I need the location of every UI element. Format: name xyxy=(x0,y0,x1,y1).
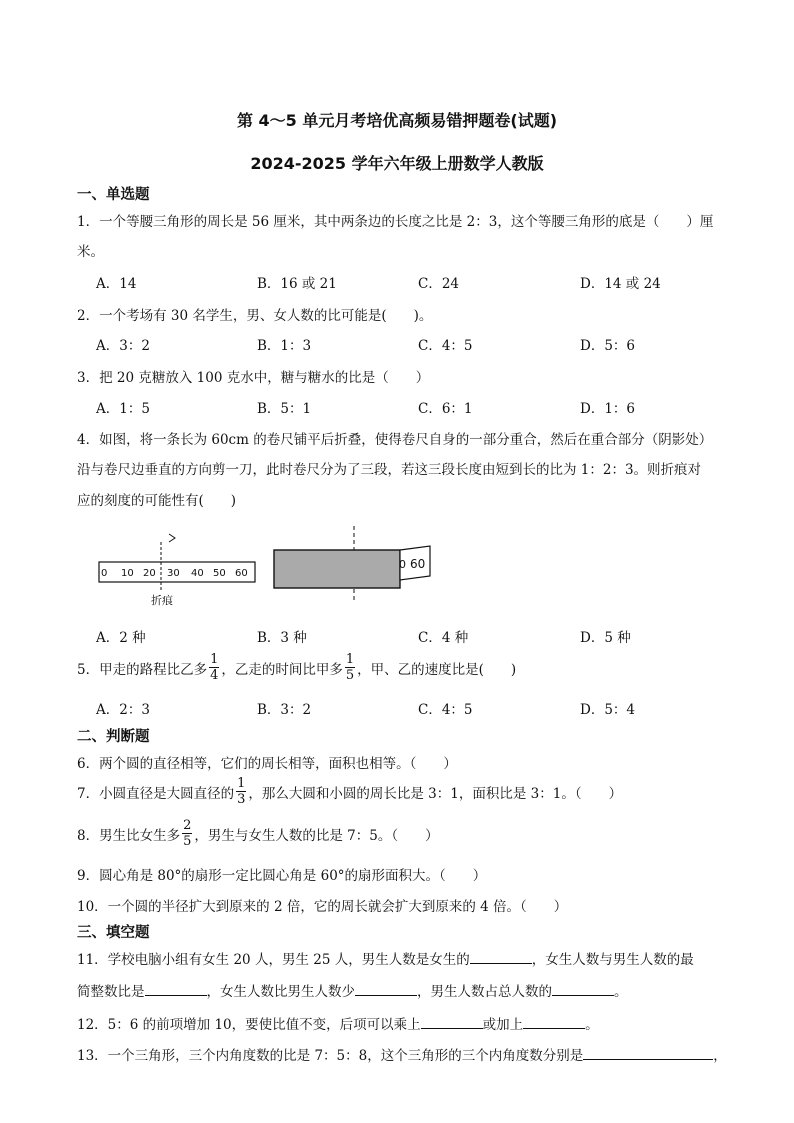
page-subtitle: 2024-2025 学年六年级上册数学人教版 xyxy=(250,154,544,173)
question-9-text: 9．圆心角是 80°的扇形一定比圆心角是 60°的扇形面积大。（ ） xyxy=(77,868,487,884)
question-5-post: ，甲、乙的速度比是( ) xyxy=(357,661,517,678)
section-heading-true-false: 二、判断题 xyxy=(77,729,150,745)
ruler-tick-label: 0 xyxy=(101,568,108,579)
ruler-tick-label: 10 xyxy=(121,568,134,579)
question-1-text: 1．一个等腰三角形的周长是 56 厘米，其中两条边的长度之比是 2：3，这个等腰三角形的底是（ ）厘 xyxy=(77,214,714,230)
q2-option-c[interactable]: C．4：5 xyxy=(418,338,473,354)
question-2-text: 2．一个考场有 30 名学生，男、女人数的比可能是( )。 xyxy=(77,308,433,324)
section-heading-fill-in: 三、填空题 xyxy=(77,925,150,941)
q3-option-b[interactable]: B．5：1 xyxy=(257,401,312,417)
answer-blank[interactable] xyxy=(145,981,207,996)
question-5-pre: 5．甲走的路程比乙多 xyxy=(77,661,208,678)
question-5-line xyxy=(77,652,516,683)
fraction-numerator: 1 xyxy=(210,652,219,667)
fraction-denominator: 5 xyxy=(183,834,192,849)
answer-blank[interactable] xyxy=(523,1014,585,1029)
q1-option-c[interactable]: C．24 xyxy=(418,276,460,292)
q4-option-b[interactable]: B．3 种 xyxy=(257,630,307,646)
fold-crease-label: 折痕 xyxy=(151,594,173,607)
section-heading-single-choice: 一、单选题 xyxy=(77,187,150,203)
question-7-line xyxy=(77,776,622,807)
question-12-part-c: 。 xyxy=(585,1017,599,1033)
unfolded-ruler-figure xyxy=(95,528,265,610)
ruler-tick-label: 30 xyxy=(167,568,180,579)
question-11-line1 xyxy=(77,948,694,968)
question-13-line xyxy=(77,1044,727,1064)
question-8-pre: 8．男生比女生多 xyxy=(77,827,181,844)
question-13-part-b: ， xyxy=(713,1048,727,1064)
q4-option-d[interactable]: D．5 种 xyxy=(580,630,631,646)
question-5-mid: ，乙走的时间比甲多 xyxy=(221,661,343,678)
q1-option-a[interactable]: A．14 xyxy=(96,276,137,292)
ruler-tick-label: 40 xyxy=(191,568,204,579)
fraction xyxy=(209,652,219,683)
q5-option-c[interactable]: C．4：5 xyxy=(418,702,473,718)
question-3-text: 3．把 20 克糖放入 100 克水中，糖与糖水的比是（ ） xyxy=(77,370,430,386)
page-title: 第 4～5 单元月考培优高频易错押题卷(试题) xyxy=(236,111,558,130)
question-4-text-cont2: 应的刻度的可能性有( ) xyxy=(77,493,237,509)
q3-option-d[interactable]: D．1：6 xyxy=(580,401,636,417)
question-11-part-b: ，女生人数与男生人数的最 xyxy=(531,952,694,968)
q4-option-a[interactable]: A．2 种 xyxy=(96,630,146,646)
ruler-tick-label: 60 xyxy=(235,568,248,579)
question-11-part-f: 。 xyxy=(614,984,628,1000)
question-11-part-d: ，女生人数比男生人数少 xyxy=(206,984,355,1000)
q2-option-d[interactable]: D．5：6 xyxy=(580,338,636,354)
fraction-denominator: 3 xyxy=(237,792,246,807)
q1-option-b[interactable]: B．16 或 21 xyxy=(257,276,337,292)
ruler-tick-label: 20 xyxy=(143,568,156,579)
question-4-text-cont: 沿与卷尺边垂直的方向剪一刀，此时卷尺分为了三段，若这三段长度由短到长的比为 1：2：3。则折痕对 xyxy=(77,462,702,478)
fraction-denominator: 4 xyxy=(210,668,219,683)
question-7-pre: 7．小圆直径是大圆直径的 xyxy=(77,785,235,802)
q3-option-a[interactable]: A．1：5 xyxy=(96,401,150,417)
question-6-text: 6．两个圆的直径相等，它们的周长相等，面积也相等。（ ） xyxy=(77,756,457,772)
question-7-post: ，那么大圆和小圆的周长比是 3：1，面积比是 3：1。（ ） xyxy=(248,785,623,802)
question-8-line xyxy=(77,818,439,849)
answer-blank[interactable] xyxy=(583,1045,713,1060)
folded-sixty-label: 60 xyxy=(410,557,426,571)
question-13-part-a: 13．一个三角形，三个内角度数的比是 7：5：8，这个三角形的三个内角度数分别是 xyxy=(77,1048,584,1064)
q5-option-a[interactable]: A．2：3 xyxy=(96,702,150,718)
question-11-part-a: 11．学校电脑小组有女生 20 人，男生 25 人，男生人数是女生的 xyxy=(77,952,470,968)
question-11-part-e: ，男生人数占总人数的 xyxy=(417,984,552,1000)
question-4-text: 4．如图，将一条长为 60cm 的卷尺铺平后折叠，使得卷尺自身的一部分重合，然后在重合部分（阴影处） xyxy=(77,432,713,448)
question-12-part-a: 12．5：6 的前项增加 10，要使比值不变，后项可以乘上 xyxy=(77,1017,421,1033)
q2-option-a[interactable]: A．3：2 xyxy=(96,338,150,354)
q5-option-b[interactable]: B．3：2 xyxy=(257,702,312,718)
answer-blank[interactable] xyxy=(470,949,532,964)
ruler-tick-label: 50 xyxy=(213,568,226,579)
q5-option-d[interactable]: D．5：4 xyxy=(580,702,636,718)
question-10-text: 10．一个圆的半径扩大到原来的 2 倍，它的周长就会扩大到原来的 4 倍。（ ） xyxy=(77,899,568,915)
fraction xyxy=(236,776,246,807)
q1-option-d[interactable]: D．14 或 24 xyxy=(580,276,661,292)
q4-option-c[interactable]: C．4 种 xyxy=(418,630,469,646)
q2-option-b[interactable]: B．1：3 xyxy=(257,338,312,354)
overlap-shaded-region xyxy=(274,550,400,588)
fraction-denominator: 5 xyxy=(345,668,355,683)
fraction xyxy=(182,818,192,849)
answer-blank[interactable] xyxy=(355,981,417,996)
answer-blank[interactable] xyxy=(552,981,614,996)
fraction xyxy=(345,652,355,683)
fraction-numerator: 1 xyxy=(345,652,355,667)
fraction-numerator: 1 xyxy=(237,776,246,791)
question-12-part-b: 或加上 xyxy=(482,1017,524,1033)
question-1-text-cont: 米。 xyxy=(77,244,104,260)
question-12-line xyxy=(77,1013,599,1033)
fraction-numerator: 2 xyxy=(183,818,192,833)
q3-option-c[interactable]: C．6：1 xyxy=(418,401,473,417)
question-11-line2 xyxy=(77,980,628,1000)
question-11-part-c: 简整数比是 xyxy=(77,984,145,1000)
folded-ruler-figure xyxy=(268,524,438,604)
folded-zero-label: 0 xyxy=(399,558,406,571)
fold-arrow-icon xyxy=(169,534,175,542)
question-8-post: ，男生与女生人数的比是 7：5。（ ） xyxy=(194,827,439,844)
answer-blank[interactable] xyxy=(421,1014,483,1029)
